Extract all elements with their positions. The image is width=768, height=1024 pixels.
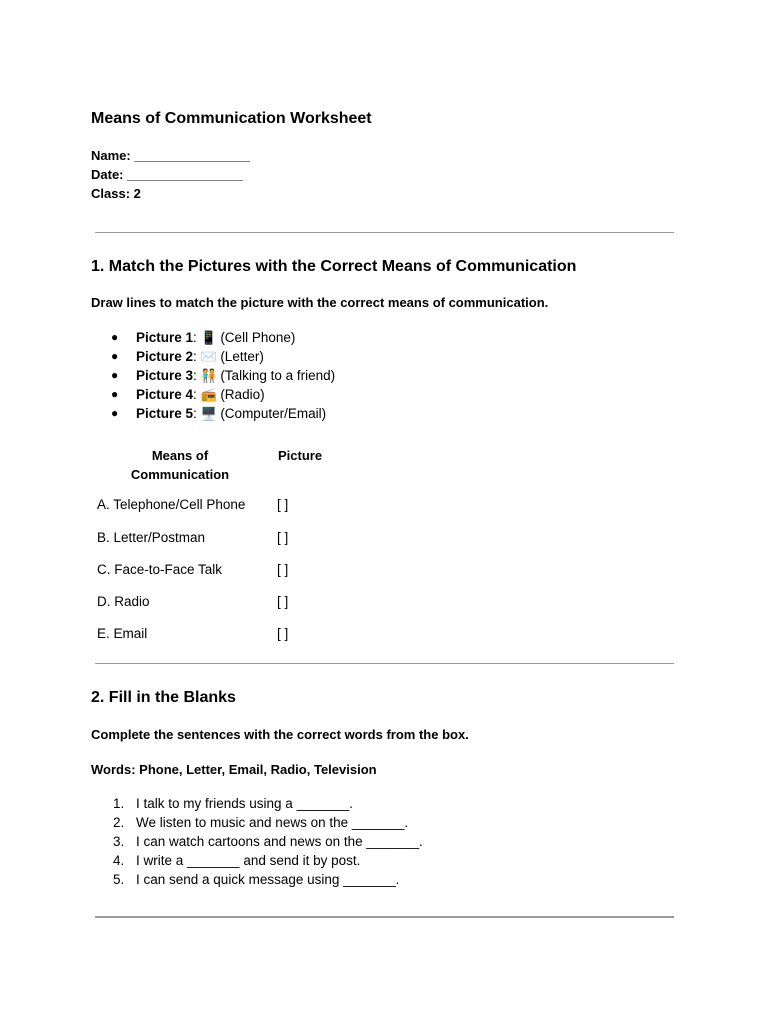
page-title: Means of Communication Worksheet: [91, 110, 372, 127]
people-talking-icon: 🧑‍🤝‍🧑: [200, 369, 217, 384]
table-cell-means: D. Radio: [97, 594, 150, 609]
class-line: Class: 2: [91, 186, 141, 201]
word-bank: Words: Phone, Letter, Email, Radio, Television: [91, 762, 377, 777]
list-item: ● Picture 4: 📻 (Radio): [111, 387, 265, 403]
item-number: 2.: [113, 815, 125, 830]
picture-desc: (Letter): [220, 349, 264, 364]
sentence-text: I talk to my friends using a _______.: [136, 796, 353, 811]
table-header-means-line2: Communication: [130, 467, 230, 482]
list-item: [111, 832, 423, 851]
computer-icon: 🖥️: [200, 407, 217, 422]
table-header-means: [110, 446, 250, 484]
item-number: 5.: [113, 872, 125, 887]
section1-heading: 1. Match the Pictures with the Correct Means of Communication: [91, 258, 577, 275]
divider: [95, 916, 674, 918]
list-item: [111, 851, 423, 870]
envelope-icon: ✉️: [200, 350, 217, 365]
picture-label: Picture 3: [136, 368, 194, 383]
radio-icon: 📻: [200, 388, 217, 403]
list-item: ● Picture 5: 🖥️ (Computer/Email): [111, 406, 327, 422]
picture-desc: (Cell Phone): [220, 330, 296, 345]
list-item: [111, 870, 423, 889]
picture-label: Picture 4: [136, 387, 194, 402]
list-item: [111, 813, 423, 832]
name-field-line: Name: ________________: [91, 148, 251, 163]
list-item: ● Picture 3: 🧑‍🤝‍🧑 (Talking to a friend): [111, 368, 336, 384]
item-number: 4.: [113, 853, 125, 868]
table-cell-means: E. Email: [97, 626, 148, 641]
picture-label: Picture 2: [136, 349, 194, 364]
list-item: ● Picture 2: ✉️ (Letter): [111, 349, 264, 365]
fill-in-list: [111, 794, 423, 889]
divider: [95, 232, 674, 233]
table-cell-picture: [ ]: [277, 530, 289, 545]
section1-instruction: Draw lines to match the picture with the correct means of communication.: [91, 295, 549, 310]
table-header-means-line1: Means of: [151, 448, 209, 463]
table-cell-picture: [ ]: [277, 497, 289, 512]
picture-label: Picture 5: [136, 406, 194, 421]
date-field-line: Date: ________________: [91, 167, 243, 182]
sentence-text: I can watch cartoons and news on the _______.: [136, 834, 423, 849]
item-number: 1.: [113, 796, 125, 811]
list-item: [111, 794, 423, 813]
sentence-text: I write a _______ and send it by post.: [136, 853, 361, 868]
picture-list: [111, 328, 335, 423]
item-number: 3.: [113, 834, 125, 849]
picture-desc: (Computer/Email): [220, 406, 327, 421]
cell-phone-icon: 📱: [200, 331, 217, 346]
table-cell-means: B. Letter/Postman: [97, 530, 206, 545]
section2-heading: 2. Fill in the Blanks: [91, 689, 236, 706]
section2-instruction: Complete the sentences with the correct words from the box.: [91, 727, 469, 742]
table-cell-means: A. Telephone/Cell Phone: [97, 497, 246, 512]
picture-label: Picture 1: [136, 330, 194, 345]
table-cell-picture: [ ]: [277, 562, 289, 577]
table-cell-picture: [ ]: [277, 594, 289, 609]
picture-desc: (Radio): [220, 387, 265, 402]
divider: [95, 663, 674, 664]
picture-desc: (Talking to a friend): [220, 368, 336, 383]
table-header-picture: Picture: [278, 448, 323, 463]
list-item: ● Picture 1: 📱 (Cell Phone): [111, 330, 296, 346]
table-cell-picture: [ ]: [277, 626, 289, 641]
table-cell-means: C. Face-to-Face Talk: [97, 562, 223, 577]
sentence-text: We listen to music and news on the _______.: [136, 815, 409, 830]
sentence-text: I can send a quick message using _______.: [136, 872, 400, 887]
